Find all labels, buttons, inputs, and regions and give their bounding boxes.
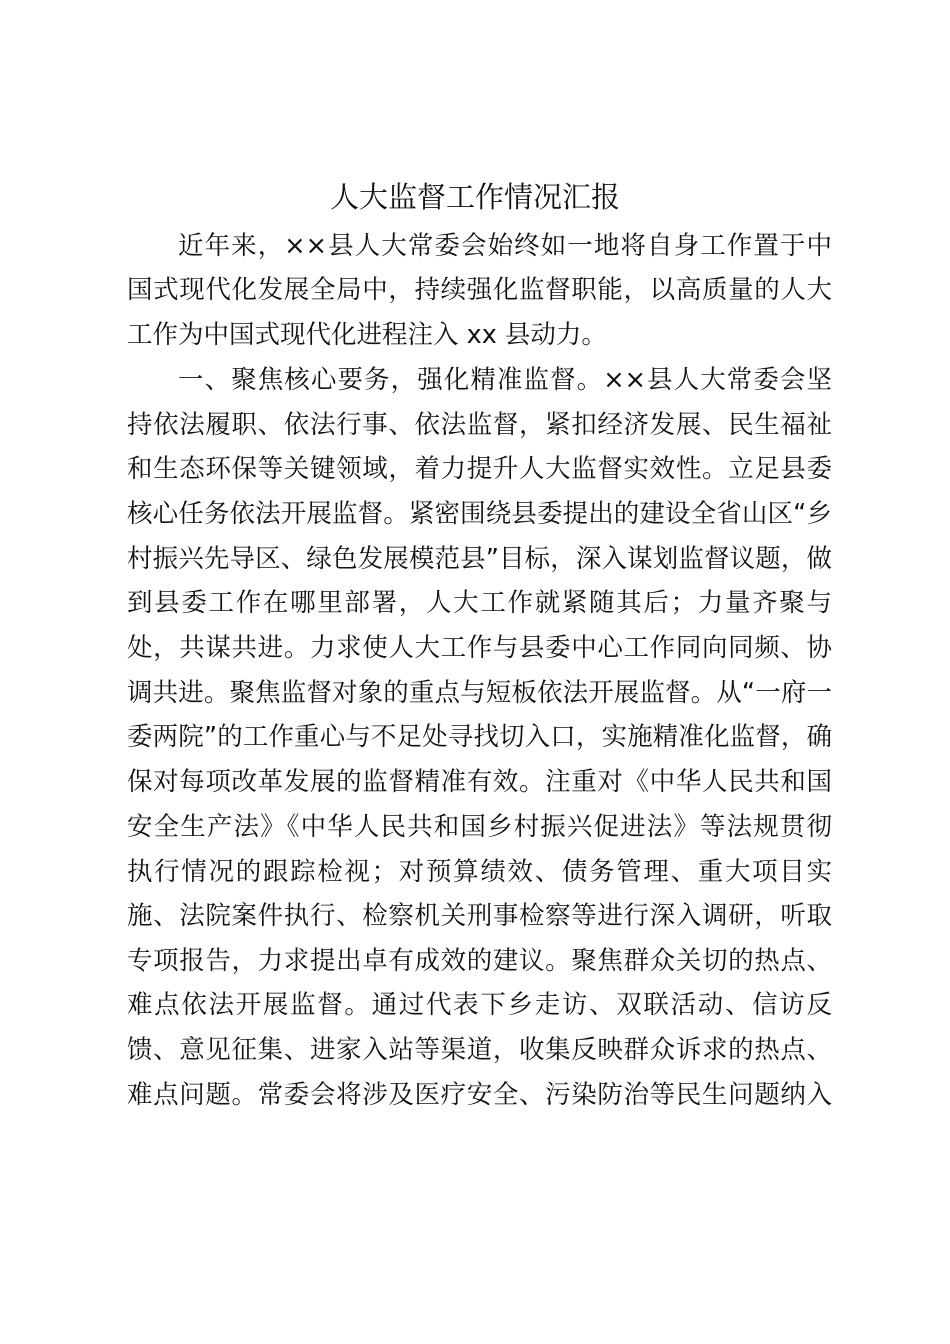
document-title: 人大监督工作情况汇报 xyxy=(329,180,620,214)
paragraph-line: 执行情况的跟踪检视；对预算绩效、债务管理、重大项目实 xyxy=(127,857,832,887)
paragraph-line: 到县委工作在哪里部署，人大工作就紧随其后；力量齐聚与 xyxy=(127,588,832,618)
paragraph-line: 安全生产法》《中华人民共和国乡村振兴促进法》等法规贯彻 xyxy=(127,812,832,842)
paragraph-line: 近年来，××县人大常委会始终如一地将自身工作置于中 xyxy=(178,231,832,261)
paragraph-line: 核心任务依法开展监督。紧密围绕县委提出的建设全省山区“乡 xyxy=(127,499,832,529)
paragraph-line: 难点依法开展监督。通过代表下乡走访、双联活动、信访反 xyxy=(127,990,832,1020)
paragraph-line: 和生态环保等关键领域，着力提升人大监督实效性。立足县委 xyxy=(127,454,832,484)
paragraph-line: 难点问题。常委会将涉及医疗安全、污染防治等民生问题纳入 xyxy=(127,1080,832,1110)
paragraph-line: 保对每项改革发展的监督精准有效。注重对《中华人民共和国 xyxy=(127,767,832,797)
paragraph-line: 一、聚焦核心要务，强化精准监督。××县人大常委会坚 xyxy=(178,365,832,395)
paragraph-line: 村振兴先导区、绿色发展模范县”目标，深入谋划监督议题，做 xyxy=(127,544,832,574)
paragraph-line: 调共进。聚焦监督对象的重点与短板依法开展监督。从“一府一 xyxy=(127,678,832,708)
paragraph-line: 持依法履职、依法行事、依法监督，紧扣经济发展、民生福祉 xyxy=(127,410,832,440)
paragraph-line: 处，共谋共进。力求使人大工作与县委中心工作同向同频、协 xyxy=(127,633,832,663)
paragraph-line: 国式现代化发展全局中，持续强化监督职能，以高质量的人大 xyxy=(127,275,832,305)
paragraph-line: 专项报告，力求提出卓有成效的建议。聚焦群众关切的热点、 xyxy=(127,946,832,976)
paragraph-line: 施、法院案件执行、检察机关刑事检察等进行深入调研，听取 xyxy=(127,901,832,931)
paragraph-line: 馈、意见征集、进家入站等渠道，收集反映群众诉求的热点、 xyxy=(127,1035,832,1065)
paragraph-line: 工作为中国式现代化进程注入 xx 县动力。 xyxy=(127,320,607,350)
paragraph-line: 委两院”的工作重心与不足处寻找切入口，实施精准化监督，确 xyxy=(127,722,832,752)
